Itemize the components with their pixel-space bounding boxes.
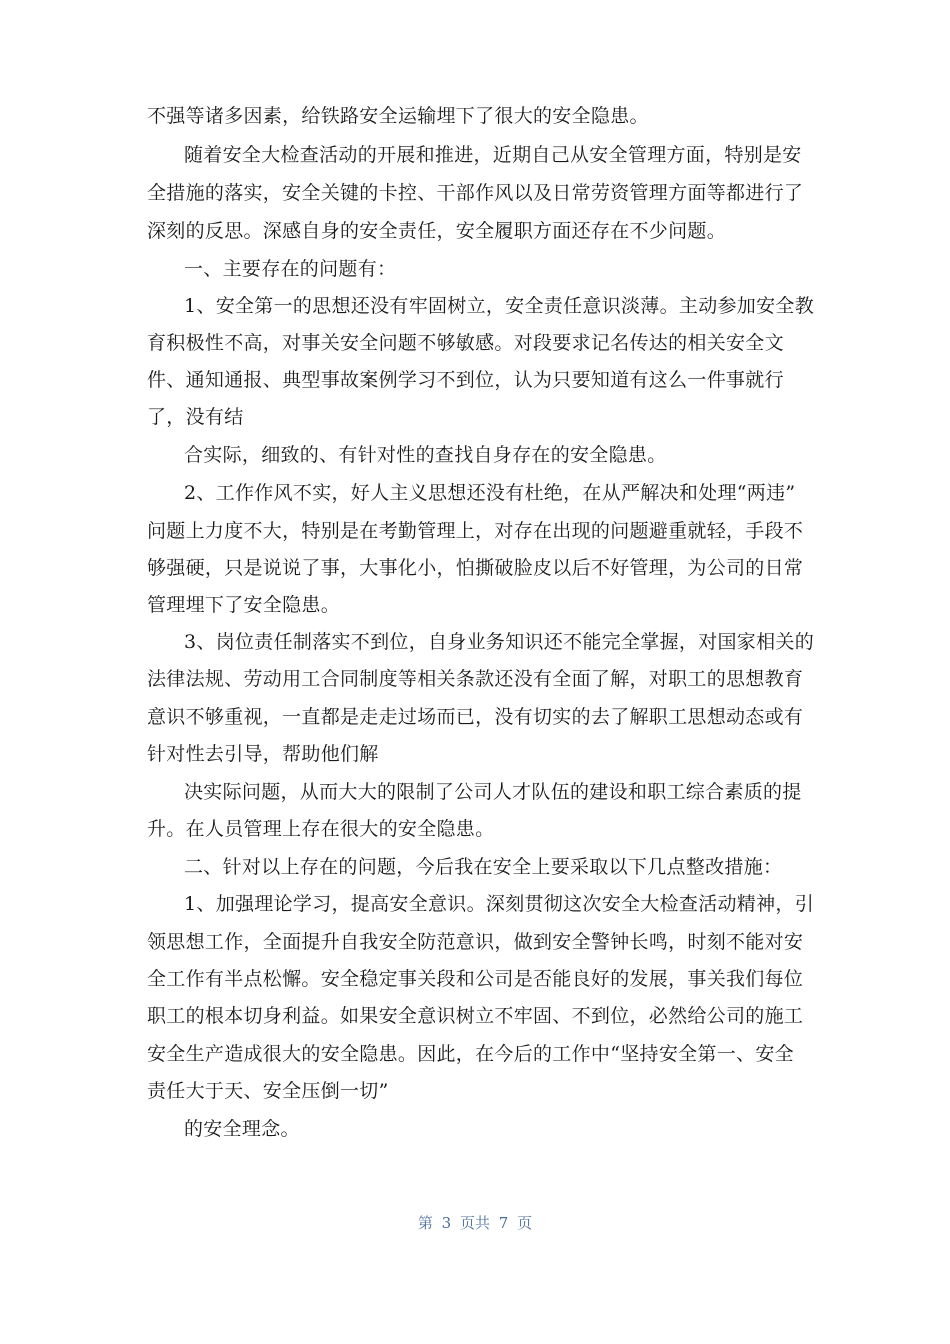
text-line: 问题上力度不大，特别是在考勤管理上，对存在出现的问题避重就轻，手段不 [147, 520, 804, 542]
text-line: 管理埋下了安全隐患。 [147, 594, 341, 616]
text-line: 责任大于天、安全压倒一切” [147, 1080, 389, 1102]
text-line: 全工作有半点松懈。安全稳定事关段和公司是否能良好的发展，事关我们每位 [147, 968, 804, 990]
text-line: 件、通知通报、典型事故案例学习不到位，认为只要知道有这么一件事就行 [147, 369, 784, 391]
text-line: 安全生产造成很大的安全隐患。因此，在今后的工作中“坚持安全第一、安全 [147, 1043, 794, 1065]
page-number: 第 3 页共 7 页 [417, 1214, 533, 1232]
paragraph-start: 3、岗位责任制落实不到位，自身业务知识还不能完全掌握，对国家相关的 [184, 631, 814, 653]
paragraph-start: 2、工作作风不实，好人主义思想还没有杜绝，在从严解决和处理“两违” [184, 482, 796, 504]
paragraph-start: 1、安全第一的思想还没有牢固树立，安全责任意识淡薄。主动参加安全教 [184, 295, 814, 317]
paragraph-start: 决实际问题，从而大大的限制了公司人才队伍的建设和职工综合素质的提 [184, 781, 802, 803]
text-line: 针对性去引导，帮助他们解 [147, 743, 379, 765]
text-line: 意识不够重视，一直都是走走过场而已，没有切实的去了解职工思想动态或有 [147, 706, 804, 728]
text-line: 深刻的反思。深感自身的安全责任，安全履职方面还存在不少问题。 [147, 220, 727, 242]
text-line: 够强硬，只是说说了事，大事化小，怕撕破脸皮以后不好管理，为公司的日常 [147, 557, 804, 579]
text-line: 全措施的落实，安全关键的卡控、干部作风以及日常劳资管理方面等都进行了 [147, 182, 804, 204]
paragraph-start: 的安全理念。 [184, 1118, 300, 1140]
text-line: 领思想工作，全面提升自我安全防范意识，做到安全警钟长鸣，时刻不能对安 [147, 931, 804, 953]
text-line: 职工的根本切身利益。如果安全意识树立不牢固、不到位，必然给公司的施工 [147, 1005, 804, 1027]
text-line: 法律法规、劳动用工合同制度等相关条款还没有全面了解，对职工的思想教育 [147, 668, 804, 690]
text-line: 不强等诸多因素，给铁路安全运输埋下了很大的安全隐患。 [147, 105, 649, 127]
section-heading: 一、主要存在的问题有： [184, 258, 397, 280]
paragraph-start: 合实际，细致的、有针对性的查找自身存在的安全隐患。 [184, 444, 667, 466]
text-line: 育积极性不高，对事关安全问题不够敏感。对段要求记名传达的相关安全文 [147, 332, 784, 354]
text-line: 了，没有结 [147, 406, 244, 428]
paragraph-start: 随着安全大检查活动的开展和推进，近期自己从安全管理方面，特别是安 [184, 144, 802, 166]
paragraph-start: 1、加强理论学习，提高安全意识。深刻贯彻这次安全大检查活动精神，引 [184, 893, 814, 915]
section-heading: 二、针对以上存在的问题，今后我在安全上要采取以下几点整改措施： [184, 856, 783, 878]
text-line: 升。在人员管理上存在很大的安全隐患。 [147, 818, 495, 840]
